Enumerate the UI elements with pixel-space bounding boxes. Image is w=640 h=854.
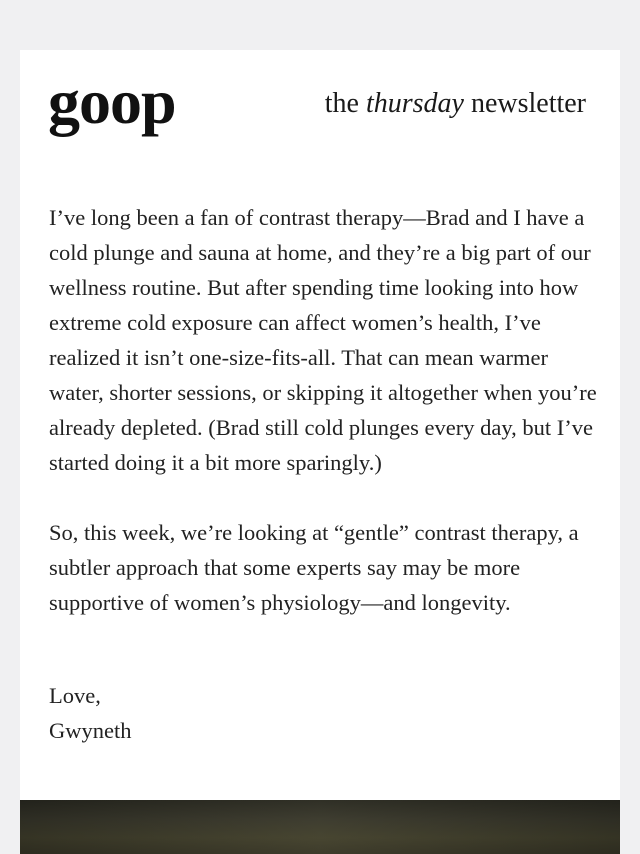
- hero-image[interactable]: [20, 800, 620, 854]
- newsletter-tagline: [325, 86, 586, 122]
- closing-text: Love,: [49, 683, 101, 708]
- letter-paragraph-2: So, this week, we’re looking at “gentle” contrast therapy, a subtler approach that some experts say may be more supportive of women’s physiology—and longevity.: [49, 520, 579, 615]
- signature-text: Gwyneth: [49, 718, 132, 743]
- letter-body: [49, 200, 597, 655]
- letter-paragraph-1: I’ve long been a fan of contrast therapy—Brad and I have a cold plunge and sauna at home, and they’re a big part of our wellness routine. But after spending time looking into how extreme cold exposure can affect women’s health, I’ve realized it isn’t one-size-fits-all. That can mean warmer water, shorter sessions, or skipping it altogether when you’re already depleted. (Brad still cold plunges every day, but I’ve started doing it a bit more sparingly.): [49, 205, 597, 475]
- newsletter-card: [20, 50, 620, 854]
- tagline-day: thursday: [365, 88, 464, 119]
- tagline-post: newsletter: [470, 88, 586, 119]
- tagline-pre: the: [324, 88, 359, 119]
- signoff: [49, 678, 132, 748]
- goop-logo[interactable]: goop: [48, 66, 176, 137]
